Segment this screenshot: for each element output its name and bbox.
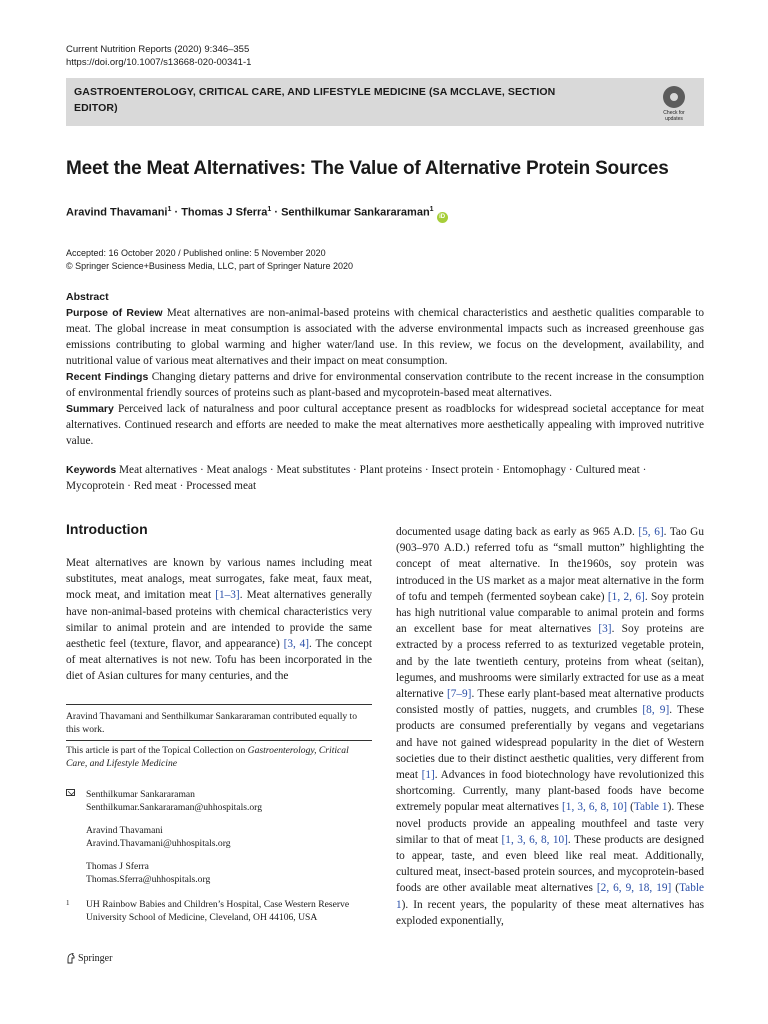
copyright-line: © Springer Science+Business Media, LLC, part of Springer Nature 2020 (66, 261, 354, 271)
body-text: . Tao Gu (903–970 A.D.) referred tofu as “small mutton” highlighting the concept of meat alternative. In the1960s, soy protein was introduced in the US market as a major meat alternative in the form of tofu and tempeh (fermented soybean cake) (396, 526, 704, 603)
badge-label-line2: updates (665, 116, 683, 122)
table-link[interactable]: Table 1 (633, 801, 668, 814)
body-text: . Soy protein has high nutritional value comparable to animal protein and forms an excellent base for meat alternatives (396, 590, 704, 636)
intro-text: Meat alternatives are known by various names including meat substitutes, meat analogs, meat surrogates, fake meat, faux meat, mock meat, and imitation meat (66, 557, 372, 602)
author-list (66, 206, 448, 223)
journal-header (66, 43, 251, 69)
citation-link[interactable]: [3] (598, 623, 612, 636)
body-text: . These early plant-based meat alternative products consisted mostly of patties, nuggets, and crumbles (396, 688, 704, 717)
citation-link[interactable]: [1, 2, 6] (607, 590, 645, 603)
contact-name: Senthilkumar Sankararaman (86, 789, 195, 800)
section-title-line1: GASTROENTEROLOGY, CRITICAL CARE, AND LIFESTYLE MEDICINE (SA MCCLAVE, SECTION (74, 86, 556, 98)
accepted-date: Accepted: 16 October 2020 / Published online: 5 November 2020 (66, 248, 326, 258)
citation-link[interactable]: [7–9] (446, 688, 472, 701)
author-affiliation-mark: 1 (429, 206, 434, 213)
citation-link[interactable]: [1–3] (215, 589, 240, 602)
citation-link[interactable]: [1, 3, 6, 8, 10] (562, 801, 628, 814)
findings-text: Changing dietary patterns and drive for environmental conservation contribute to the recent increase in the consumption of environmental friendly sources of proteins such as plant-based and mycoprotein-based meat alternatives. (66, 371, 704, 399)
summary-heading: Summary (66, 403, 114, 415)
intro-paragraph (66, 555, 372, 685)
right-column (396, 524, 704, 929)
affiliation-line: UH Rainbow Babies and Children’s Hospital, Case Western Reserve (86, 899, 350, 910)
doi-link[interactable]: https://doi.org/10.1007/s13668-020-00341-1 (66, 57, 252, 68)
author-affiliation-mark: 1 (167, 206, 172, 213)
keywords-heading: Keywords (66, 464, 117, 476)
abstract-heading: Abstract (66, 291, 109, 303)
contact-name: Thomas J Sferra (86, 861, 149, 872)
section-band (66, 78, 704, 126)
author-separator: · (174, 206, 179, 219)
contact-list (66, 788, 372, 896)
publication-dates (66, 247, 353, 273)
contact-email[interactable]: Aravind.Thavamani@uhhospitals.org (86, 838, 231, 849)
contribution-note: Aravind Thavamani and Senthilkumar Sankararaman contributed equally to this work. (66, 711, 358, 735)
keywords-text: Meat alternatives · Meat analogs · Meat substitutes · Plant proteins · Insect protein · Entomophagy · Cultured meat · Mycoprotein · Red meat · Processed meat (66, 464, 647, 492)
badge-label-line1: Check for (663, 110, 685, 116)
intro-paragraph-continued (396, 524, 704, 929)
article-title: Meet the Meat Alternatives: The Value of Alternative Protein Sources (66, 158, 669, 179)
abstract-section (66, 289, 704, 449)
keywords-section (66, 462, 704, 494)
body-text: ). These novel products provide an appealing mouthfeel and taste very similar to that of meat (396, 801, 704, 846)
body-text: documented usage dating back as early as 965 A.D. (396, 526, 635, 538)
citation-link[interactable]: [1, 3, 6, 8, 10] (501, 833, 568, 846)
purpose-text: Meat alternatives are non-animal-based proteins with chemical characteristics and aesthetic qualities comparable to meat. The global increase in meat consumption is associated with the adverse environmental impacts such as increased greenhouse gas emissions contributing to global warming and higher water/land use. In this review, we focus on the development, availability, and nutritional value of various meat alternatives and their impact on meat consumption. (66, 307, 704, 367)
publisher-name: Springer (78, 953, 113, 964)
contact-email[interactable]: Thomas.Sferra@uhhospitals.org (86, 874, 211, 885)
intro-text: . The concept of meat alternatives is not new. Tofu has been incorporated in the diet of Asian cultures for many centuries, and the (66, 638, 372, 683)
introduction-heading: Introduction (66, 521, 148, 537)
intro-text: . Meat alternatives generally have non-animal-based proteins with chemical characteristics very similar to animal protein and are intended to provide the same aesthetic feel (texture, flavor, and appearance) (66, 589, 372, 651)
collection-note (66, 744, 372, 770)
check-updates-icon (663, 86, 685, 108)
body-text: . These products are designed to appear, taste, and even bleed like real meat. Additionally, cultured meat, insect-based protein sources, and mycoprotein-based foods are other available meat alternatives (396, 833, 704, 895)
body-text: . Advances in food biotechnology have revolutionized this shortcoming. Currently, many plant-based foods have become extremely popular meat alternatives (396, 769, 704, 814)
citation-link[interactable]: [1] (421, 769, 435, 782)
author-name[interactable]: Senthilkumar Sankararaman (281, 206, 430, 219)
summary-text: Perceived lack of naturalness and poor cultural acceptance present as roadblocks for widespread societal acceptance for meat alternatives. Continued research and efforts are needed to make the meat alternatives more aesthetically appealing with improved nutritive value. (66, 403, 704, 447)
findings-heading: Recent Findings (66, 371, 149, 383)
contact-name: Aravind Thavamani (86, 825, 163, 836)
body-text: . These products are consumed preferentially by vegans and vegetarians and have not gained widespread popularity in the diet of Western societies due to their distinct aesthetic qualities, very different from meat (396, 704, 704, 782)
affiliation-line: University School of Medicine, Cleveland, OH 44106, USA (86, 912, 318, 923)
author-separator: · (274, 206, 279, 219)
journal-citation: Current Nutrition Reports (2020) 9:346–355 (66, 44, 250, 55)
collection-divider (66, 740, 372, 741)
affiliation-text (86, 898, 372, 924)
citation-link[interactable]: [2, 6, 9, 18, 19] (596, 882, 672, 895)
contact-entry (86, 788, 372, 814)
collection-name: Gastroenterology, Critical Care, and Lifestyle Medicine (66, 745, 349, 769)
publisher-logo (66, 953, 112, 964)
author-name[interactable]: Thomas J Sferra (181, 206, 268, 219)
citation-link[interactable]: [8, 9] (642, 704, 670, 717)
left-column (66, 521, 372, 685)
contact-entry (86, 824, 372, 850)
citation-link[interactable]: [3, 4] (283, 638, 310, 651)
purpose-heading: Purpose of Review (66, 307, 163, 319)
collection-prefix: This article is part of the Topical Collection on (66, 745, 248, 756)
affiliation-number: 1 (66, 899, 70, 907)
author-affiliation-mark: 1 (267, 206, 272, 213)
contact-email[interactable]: Senthilkumar.Sankararaman@uhhospitals.org (86, 802, 262, 813)
body-text: . Soy proteins are extracted by a process referred to as texturized vegetable protein, and by the late twentieth century, proteins from wheat (seitan), legumes, and mushrooms were similarly extracted for use as a meat alternative (396, 623, 704, 701)
body-text: ( (671, 882, 680, 895)
contact-entry (86, 860, 372, 886)
author-name[interactable]: Aravind Thavamani (66, 206, 168, 219)
affiliation (66, 898, 372, 924)
orcid-icon[interactable]: iD (437, 212, 448, 223)
check-for-updates-badge[interactable] (656, 86, 692, 122)
body-text: ( (627, 801, 634, 814)
envelope-icon (66, 789, 75, 796)
citation-link[interactable]: [5, 6] (638, 526, 664, 538)
footnote-divider (66, 704, 372, 705)
section-title (74, 84, 574, 116)
table-link[interactable]: Table 1 (396, 882, 704, 911)
body-text: ). In recent years, the popularity of these meat alternatives has exploded exponentially, (396, 898, 704, 927)
springer-horse-icon (66, 953, 76, 964)
section-title-line2: EDITOR) (74, 102, 118, 114)
